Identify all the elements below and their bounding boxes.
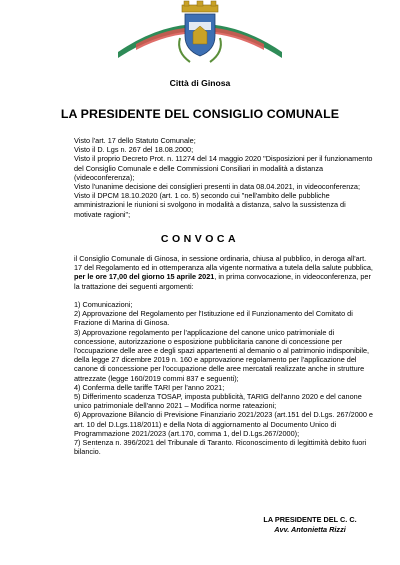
convoca-heading: CONVOCA: [160, 233, 240, 245]
visto-line: Visto l'art. 17 dello Statuto Comunale;: [74, 136, 196, 145]
meeting-datetime: per le ore 17,00 del giorno 15 aprile 2021: [74, 272, 215, 282]
signature-block: [240, 515, 380, 534]
agenda-list: [74, 300, 374, 456]
page-title: LA PRESIDENTE DEL CONSIGLIO COMUNALE: [60, 107, 340, 121]
agenda-item: 3) Approvazione regolamento per l'applicazione del canone unico patrimoniale di concessione, autorizzazione o esposizione pubblicitaria canone di concessione per l'occupazione delle aree e degli spazi appartenenti al demanio o al patrimonio indisponibile, della legge 27 dicembre 2019 n. 160 e approvazione regolamento per l'applicazione del canone di concessione per l'occupazione delle aree mercatali realizzate anche in strutture attrezzate (legge 160/2019 commi 837 e seguenti);: [74, 327, 370, 383]
city-name: Città di Ginosa: [169, 78, 231, 88]
signature-name: Avv. Antonietta Rizzi: [274, 524, 346, 534]
agenda-item: 6) Approvazione Bilancio di Previsione Finanziario 2021/2023 (art.151 del D.Lgs. 267/2000 e art. 10 del D.Lgs.118/2011) e della Nota di aggiornamento al Documento Unico di Programmazione 2021/2023 (art.170, comma 1, del D.Lgs.267/2000);: [74, 410, 373, 438]
intro-text: il Consiglio Comunale di Ginosa, in sessione ordinaria, chiusa al pubblico, in deroga all'art. 17 del Regolamento ed in ottemperanza alla vigente normativa a tutela della salute pubblica,: [74, 254, 373, 273]
visto-section: [74, 136, 374, 219]
agenda-item: 2) Approvazione del Regolamento per l'Istituzione ed il Funzionamento del Comitato di Frazione di Marina di Ginosa.: [74, 309, 353, 328]
agenda-item: 1) Comunicazioni;: [74, 300, 133, 309]
signature-role: LA PRESIDENTE DEL C. C.: [263, 515, 357, 524]
intro-paragraph: [74, 254, 374, 291]
visto-line: Visto il DPCM 18.10.2020 (art. 1 co. 5) secondo cui "nell'ambito delle pubbliche amministrazioni le riunioni si svolgono in modalità a distanza, salvo la sussistenza di motivate ragioni";: [74, 191, 346, 219]
agenda-item: 7) Sentenza n. 396/2021 del Tribunale di Taranto. Riconoscimento di legittimità debito fuori bilancio.: [74, 438, 367, 457]
agenda-item: 5) Differimento scadenza TOSAP, imposta pubblicità, TARIG dell'anno 2020 e del canone unico patrimoniale dell'anno 2021 – Modifica norme rateazioni;: [74, 392, 362, 411]
header: [0, 0, 400, 95]
coat-of-arms-icon: [179, 1, 221, 62]
visto-line: Visto l'unanime decisione dei consiglieri presenti in data 08.04.2021, in videoconferenza;: [74, 182, 361, 192]
agenda-item: 4) Conferma delle tariffe TARI per l'anno 2021;: [74, 382, 225, 392]
visto-line: Visto il proprio Decreto Prot. n. 11274 del 14 maggio 2020 "Disposizioni per il funzionamento del Consiglio Comunale e delle Commissioni Consiliari in modalità a distanza (videoconferenza);: [74, 154, 373, 182]
intro-text-end: , in prima convocazione, in videoconferenza, per la trattazione dei seguenti argomenti:: [74, 272, 371, 291]
visto-line: Visto il D. Lgs n. 267 del 18.08.2000;: [74, 145, 194, 155]
